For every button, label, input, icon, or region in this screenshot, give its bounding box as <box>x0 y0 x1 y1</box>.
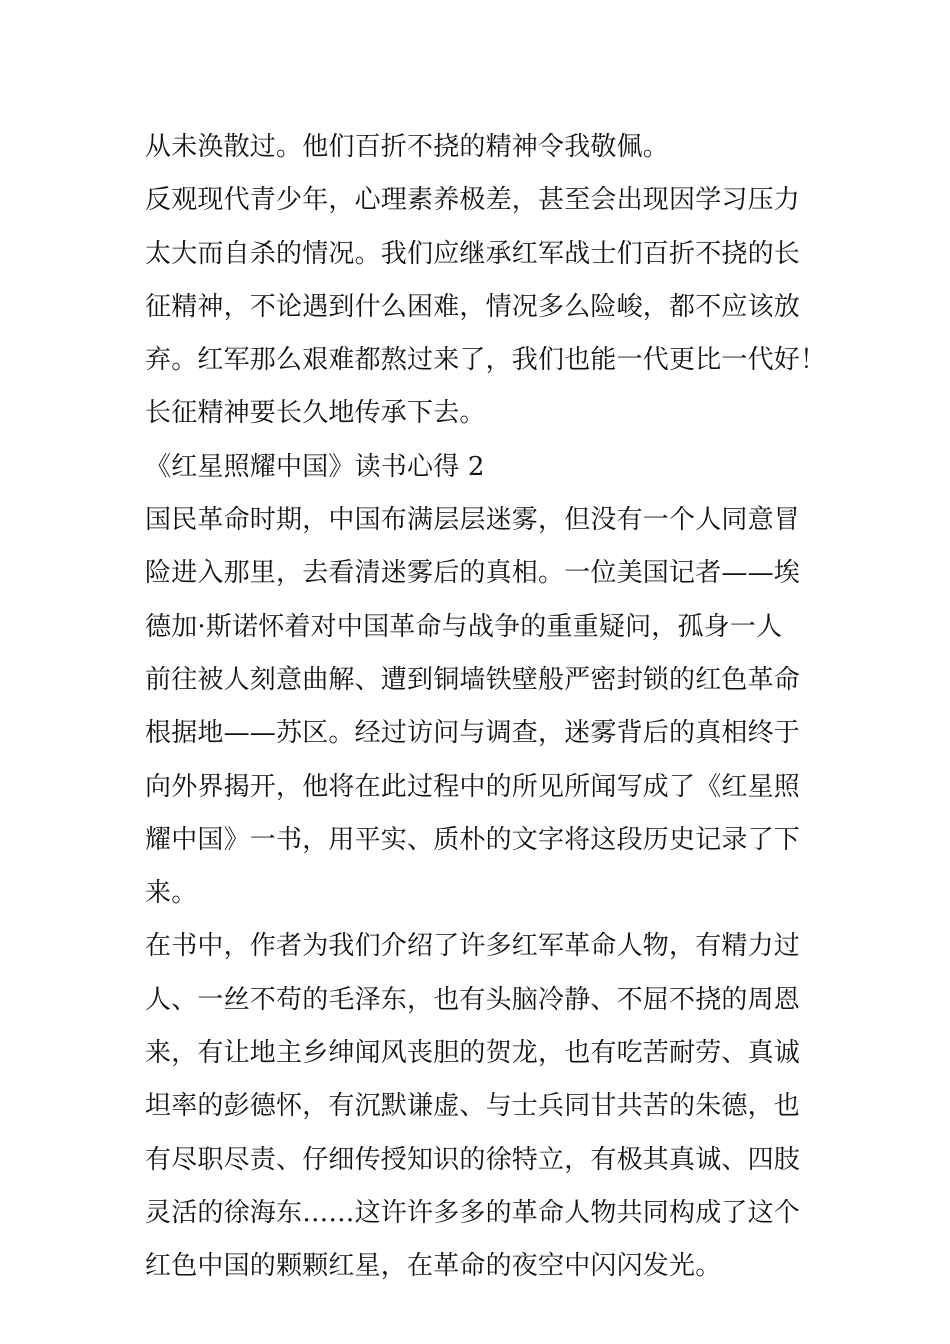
section-title-text: 《红星照耀中国》读书心得 2 <box>145 451 485 482</box>
text-line: 向外界揭开，他将在此过程中的所见所闻写成了《红星照 <box>145 771 801 802</box>
text-line: 前往被人刻意曲解、遭到铜墙铁壁般严密封锁的红色革命 <box>145 664 801 695</box>
text-line: 征精神，不论遇到什么困难，情况多么险峻，都不应该放 <box>145 291 801 322</box>
text-line: 来。 <box>145 878 198 909</box>
text-line: 长征精神要长久地传承下去。 <box>145 398 486 429</box>
text-line: 在书中，作者为我们介绍了许多红军革命人物，有精力过 <box>145 931 801 962</box>
text-line: 红色中国的颗颗红星，在革命的夜空中闪闪发光。 <box>145 1251 722 1282</box>
text-line: 来，有让地主乡绅闻风丧胆的贺龙，也有吃苦耐劳、真诚 <box>145 1038 801 1069</box>
text-line: 险进入那里，去看清迷雾后的真相。一位美国记者——埃 <box>145 558 801 589</box>
text-line: 有尽职尽责、仔细传授知识的徐特立，有极其真诚、四肢 <box>145 1144 801 1175</box>
text-line: 反观现代青少年，心理素养极差，甚至会出现因学习压力 <box>145 185 801 216</box>
paragraph-youth-reflection <box>145 174 827 440</box>
document-body <box>145 121 827 1294</box>
text-line: 太大而自杀的情况。我们应继承红军战士们百折不挠的长 <box>145 238 801 269</box>
paragraph-continuation <box>145 121 805 174</box>
text-line: 弃。红军那么艰难都熬过来了，我们也能一代更比一代好！ <box>145 345 827 376</box>
paragraph-snow-journey <box>145 494 805 920</box>
text-line: 国民革命时期，中国布满层层迷雾，但没有一个人同意冒 <box>145 505 801 536</box>
text-line: 耀中国》一书，用平实、质朴的文字将这段历史记录了下 <box>145 824 801 855</box>
paragraph-revolutionary-figures <box>145 920 805 1293</box>
text-line: 德加·斯诺怀着对中国革命与战争的重重疑问，孤身一人 <box>145 611 783 642</box>
text-line: 从未涣散过。他们百折不挠的精神令我敬佩。 <box>145 132 670 162</box>
text-line: 坦率的彭德怀，有沉默谦虚、与士兵同甘共苦的朱德，也 <box>145 1091 801 1122</box>
text-line: 人、一丝不苟的毛泽东，也有头脑冷静、不屈不挠的周恩 <box>145 984 801 1015</box>
text-line: 根据地——苏区。经过访问与调查，迷雾背后的真相终于 <box>145 718 801 749</box>
text-line: 灵活的徐海东……这许许多多的革命人物共同构成了这个 <box>145 1197 801 1228</box>
section-title <box>145 441 805 494</box>
